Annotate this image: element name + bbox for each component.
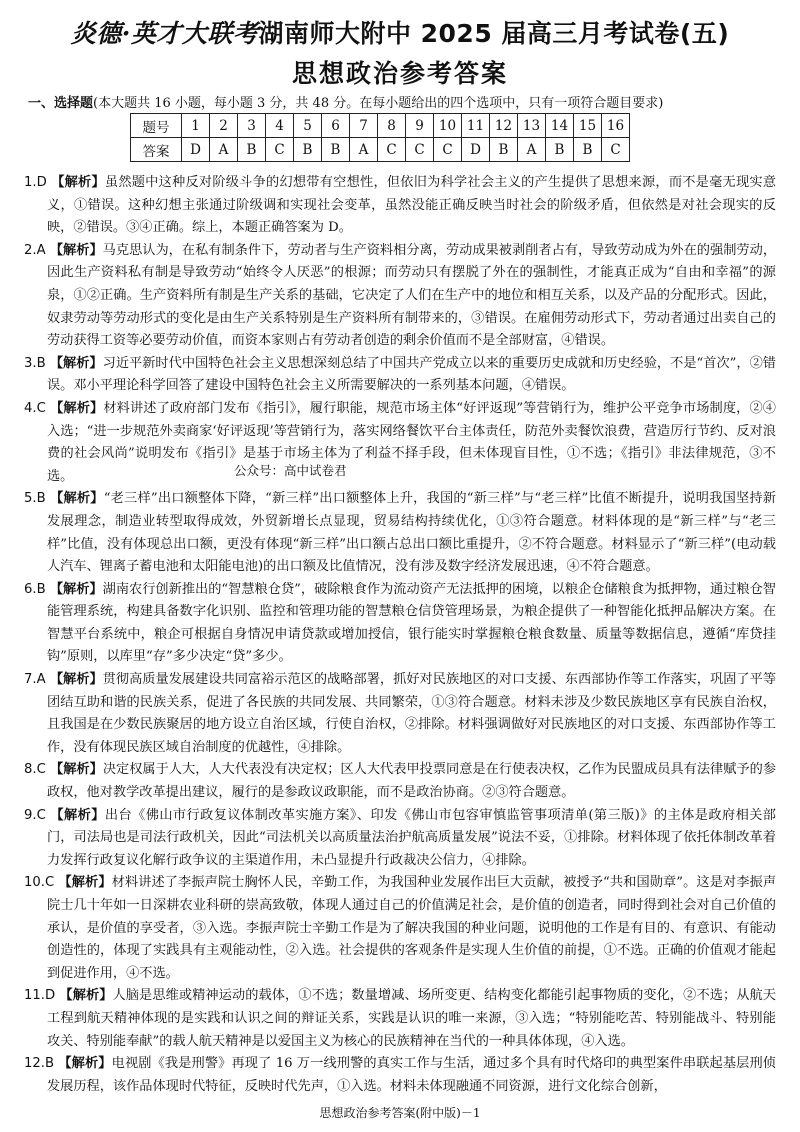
answer-cell: B <box>546 138 574 162</box>
answer-cell: B <box>574 138 602 162</box>
question-number-cell: 13 <box>518 114 546 138</box>
item-text: 马克思认为，在私有制条件下，劳动者与生产资料相分离，劳动成果被剥削者占有，导致劳动成为外在的强制劳动，因此生产资料私有制是导致劳动“始终令人厌恶”的根源；而劳动只有摆脱了外在的强制性，才能真正成为“自由和幸福”的源泉，①②正确。生产资料所有制是生产关系的基础，它决定了人们在生产中的地位和相互关系，以及产品的分配形式。因此，奴隶劳动等劳动形式的变化是由生产关系特别是生产资料所有制带来的，③错误。在雇佣劳动形式下，劳动者通过出卖自己的劳动获得工资等必要劳动价值，而资本家则占有劳动者创造的剩余价值而不是全部财富，④错误。 <box>47 242 777 349</box>
answer-cell: A <box>518 138 546 162</box>
answer-row <box>131 138 630 162</box>
answer-cell: A <box>350 138 378 162</box>
question-number-cell: 10 <box>434 114 462 138</box>
answer-cell: C <box>434 138 462 162</box>
explanation-item <box>24 805 776 873</box>
explanation-item <box>24 579 776 669</box>
explanation-tag: 【解析】 <box>58 875 112 891</box>
explanation-tag: 【解析】 <box>50 400 104 416</box>
item-number: 8.C <box>24 762 46 778</box>
watermark-text: 公众号：高中试卷君 <box>234 463 347 478</box>
explanation-item <box>24 759 776 804</box>
answer-cell: C <box>378 138 406 162</box>
item-text: “老三样”出口额整体下降，“新三样”出口额整体上升，我国的“新三样”与“老三样”比值不断提升，说明我国坚持新发展理念，制造业转型取得成效，外贸新增长点显现，贸易结构持续优化，①③符合题意。材料体现的是“新三样”与“老三样”比值，没有体现总出口额，更没有体现“新三样”出口额占总出口额比重提升，②不符合题意。材料显示了“新三样”(电动载人汽车、锂离子蓄电池和太阳能电池)的出口额及比值情况，没有涉及数字经济发展迅速，④不符合题意。 <box>47 491 776 575</box>
item-number: 1.D <box>24 175 47 190</box>
item-number: 4.C <box>24 400 46 416</box>
question-number-cell: 9 <box>406 114 434 138</box>
explanation-tag: 【解析】 <box>58 1056 112 1072</box>
item-text: 虽然题中这种反对阶级斗争的幻想带有空想性，但依旧为科学社会主义的产生提供了思想来源，而不是毫无现实意义，①错误。这种幻想主张通过阶级调和实现社会变革，虽然没能正确反映当时社会的阶级矛盾，但依然是对社会现实的反映，②错误。③④正确。综上，本题正确答案为 D。 <box>47 175 777 236</box>
explanation-list <box>24 172 776 1098</box>
exam-title <box>0 14 800 50</box>
explanation-tag: 【解析】 <box>49 581 103 597</box>
item-text: 贯彻高质量发展建设共同富裕示范区的战略部署，抓好对民族地区的对口支援、东西部协作等工作落实，巩固了平等团结互助和谐的民族关系，促进了各民族的共同发展、共同繁荣，①③符合题意。材料未涉及少数民族地区享有民族自治权，且我国是在少数民族聚居的地方设立自治区域，行使自治权，②排除。材料强调做好对民族地区的对口支援、东西部协作等工作，没有体现民族区域自治制度的优越性，④排除。 <box>47 672 777 755</box>
question-number-cell: 6 <box>322 114 350 138</box>
item-number: 5.B <box>24 491 46 507</box>
answer-cell: B <box>294 138 322 162</box>
question-number-cell: 7 <box>350 114 378 138</box>
exam-title-text: 湖南师大附中 2025 届高三月考试卷(五) <box>258 19 730 48</box>
question-number-cell: 16 <box>602 114 630 138</box>
item-number: 2.A <box>24 242 46 258</box>
question-number-cell: 4 <box>266 114 294 138</box>
item-text: 材料讲述了政府部门发布《指引》，履行职能，规范市场主体“好评返现”等营销行为，维护公平竞争市场制度，②④入选；“进一步规范外卖商家‘好评返现’等营销行为，落实网络餐饮平台主体责任，防范外卖餐饮浪费，营造厉行节约、反对浪费的社会风尚”说明发布《指引》是基于市场主体为了利益不择手段，但未体现盲目性，①不选；《指引》非法律规范，③不选。 <box>47 400 776 484</box>
item-number: 11.D <box>24 988 56 1004</box>
explanation-item <box>24 1053 776 1098</box>
explanation-item <box>24 669 776 759</box>
answer-cell: C <box>602 138 630 162</box>
document-subtitle: 思想政治参考答案 <box>291 59 508 88</box>
explanation-item <box>24 172 776 240</box>
explanation-tag: 【解析】 <box>49 355 103 371</box>
item-text: 人脑是思维或精神运动的载体，①不选；数量增减、场所变更、结构变化都能引起事物质的变化，②不选；从航天工程到航天精神体现的是实践和认识之间的辩证关系，实践是认识的唯一来源，③入选；“特别能吃苦、特别能战斗、特别能攻关、特别能奉献”的载人航天精神是以爱国主义为核心的民族精神在当代的一种具体体现，④入选。 <box>47 988 776 1049</box>
answer-cell: A <box>210 138 238 162</box>
question-number-cell: 2 <box>210 114 238 138</box>
question-number-cell: 5 <box>294 114 322 138</box>
section-instructions: (本大题共 16 小题，每小题 3 分，共 48 分。在每小题给出的四个选项中，只有一项符合题目要求) <box>93 96 664 111</box>
question-number-cell: 15 <box>574 114 602 138</box>
question-number-row <box>131 114 630 138</box>
explanation-tag: 【解析】 <box>50 807 105 823</box>
item-text: 电视剧《我是刑警》再现了 16 万一线刑警的真实工作与生活，通过多个具有时代烙印的典型案件串联起基层刑侦发展历程，该作品体现时代特征，反映时代先声，①入选。材料未体现融通不同资源，进行文化综合创新， <box>47 1056 776 1094</box>
explanation-item <box>24 240 776 353</box>
row-label-number: 题号 <box>131 114 182 138</box>
explanation-tag: 【解析】 <box>51 175 105 190</box>
section-heading <box>28 92 778 111</box>
row-label-answer: 答案 <box>131 138 182 162</box>
item-number: 9.C <box>24 807 46 823</box>
question-number-cell: 8 <box>378 114 406 138</box>
explanation-item <box>24 488 776 578</box>
answer-cell: D <box>462 138 490 162</box>
explanation-item <box>24 398 776 488</box>
page-footer: 思想政治参考答案(附中版)－1 <box>319 1106 481 1120</box>
brand-name: 炎德·英才大联考 <box>70 19 259 48</box>
answer-cell: D <box>182 138 210 162</box>
answer-cell: B <box>238 138 266 162</box>
explanation-item <box>24 353 776 398</box>
item-number: 3.B <box>24 355 46 371</box>
explanation-tag: 【解析】 <box>50 762 103 778</box>
explanation-tag: 【解析】 <box>49 242 103 258</box>
item-text: 习近平新时代中国特色社会主义思想深刻总结了中国共产党成立以来的重要历史成就和历史经验，不是“首次”，②错误。邓小平理论科学回答了建设中国特色社会主义所需要解决的一系列基本问题，④错误。 <box>47 355 776 394</box>
explanation-item <box>24 872 776 985</box>
item-number: 12.B <box>24 1056 55 1072</box>
explanation-tag: 【解析】 <box>59 988 113 1004</box>
answer-cell: C <box>266 138 294 162</box>
question-number-cell: 12 <box>490 114 518 138</box>
item-text: 出台《佛山市行政复议体制改革实施方案》、印发《佛山市包容审慎监管事项清单(第三版)》的主体是政府相关部门，司法局也是司法行政机关，因此“司法机关以高质量法治护航高质量发展”说法不妥，①排除。材料体现了依托体制改革着力发挥行政复议化解行政争议的主渠道作用，未凸显提升行政裁决公信力，④排除。 <box>47 807 776 868</box>
explanation-tag: 【解析】 <box>50 491 104 507</box>
answer-table <box>130 113 630 162</box>
answer-cell: C <box>406 138 434 162</box>
section-label: 一、选择题 <box>28 96 94 111</box>
item-text: 湖南农行创新推出的“智慧粮仓贷”，破除粮食作为流动资产无法抵押的困境，以粮企仓储粮食为抵押物，通过粮仓智能管理系统，构建具备数字化识别、监控和管理功能的智慧粮仓信贷管理场景，为粮企提供了一种智能化抵押品解决方案。在智慧平台系统中，粮企可根据自身情况申请贷款或增加授信，银行能实时掌握粮仓粮食数量、质量等数据信息，遵循“库贷挂钩”原则，以库里“存”多少决定“贷”多少。 <box>47 581 776 665</box>
question-number-cell: 14 <box>546 114 574 138</box>
question-number-cell: 1 <box>182 114 210 138</box>
item-number: 6.B <box>24 581 46 597</box>
explanation-tag: 【解析】 <box>49 672 103 688</box>
item-number: 7.A <box>24 672 46 688</box>
item-number: 10.C <box>24 875 55 891</box>
question-number-cell: 3 <box>238 114 266 138</box>
answer-cell: B <box>322 138 350 162</box>
item-text: 决定权属于人大，人大代表没有决定权；区人大代表甲投票同意是在行使表决权，乙作为民盟成员具有法律赋予的参政权，他对教学改革提出建议，履行的是参政议政职能，而不是政治协商。②③符合题意。 <box>47 762 777 801</box>
question-number-cell: 11 <box>462 114 490 138</box>
explanation-item <box>24 985 776 1053</box>
answer-cell: B <box>490 138 518 162</box>
item-text: 材料讲述了李振声院士胸怀人民，辛勤工作，为我国种业发展作出巨大贡献，被授予“共和国勋章”。这是对李振声院士几十年如一日深耕农业科研的崇高致敬，体现人通过自己的价值满足社会，是价值的创造者，同时得到社会对自己价值的承认，是价值的享受者，③入选。李振声院士辛勤工作是为了解决我国的种业问题，说明他的工作是有目的、有意识、有能动创造性的，体现了实践具有主观能动性，②入选。社会提供的客观条件是实现人生价值的前提，①不选。正确的价值观才能起到促进作用，④不选。 <box>47 875 777 981</box>
